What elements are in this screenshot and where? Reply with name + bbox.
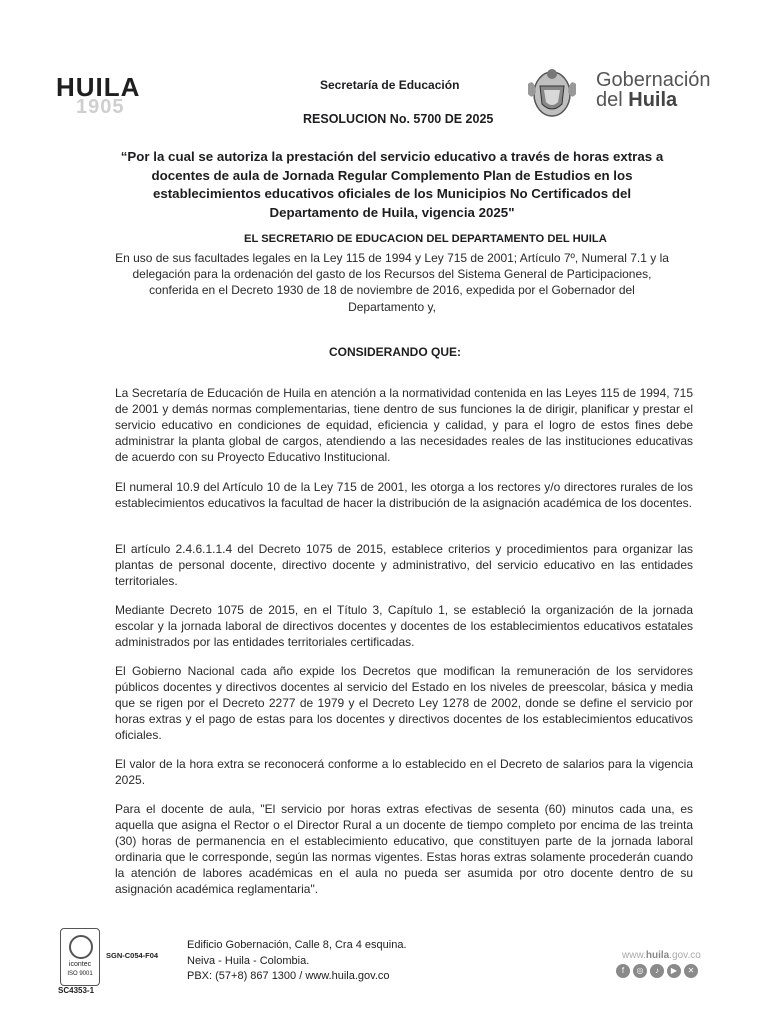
sgn-code: SGN-C054-F04 bbox=[106, 951, 159, 960]
body-paragraph: El artículo 2.4.6.1.1.4 del Decreto 1075 de 2015, establece criterios y procedimientos para organizar las plantas de personal docente, directivo docente y administrativo, del servicio educativo en las entidades territoriales. bbox=[115, 542, 693, 588]
instagram-icon[interactable]: ◎ bbox=[633, 964, 647, 978]
huila-logo-text: HUILA bbox=[56, 72, 141, 102]
website-link[interactable]: www.huila.gov.co bbox=[622, 950, 701, 961]
body-paragraph: El numeral 10.9 del Artículo 10 de la Ley 715 de 2001, les otorga a los rectores y/o directores rurales de los establecimientos educativos la facultad de hacer la distribución de la asignación académica de los docentes. bbox=[115, 480, 693, 510]
sc-code: SC4353-1 bbox=[58, 986, 95, 995]
body-paragraph: El Gobierno Nacional cada año expide los Decretos que modifican la remuneración de los servidores públicos docentes y directivos docentes al servicio del Estado en los niveles de preescolar, básica y media que se rigen por el Decreto 2277 de 1979 y el Decreto Ley 1278 de 2002, donde se define el servicio por horas extras y el pago de estas para los docentes y directivos docentes de los establecimientos educativos oficiales. bbox=[115, 664, 693, 742]
icontec-certification-logo bbox=[60, 928, 100, 986]
footer-address bbox=[187, 938, 407, 985]
youtube-icon[interactable]: ▶ bbox=[667, 964, 681, 978]
facultades-paragraph: En uso de sus facultades legales en la Ley 115 de 1994 y Ley 715 de 2001; Artículo 7º, Numeral 7.1 y la delegación para la ordenación del gasto de los Recursos del Sistema General de Participaciones, conferida en el Decreto 1930 de 18 de noviembre de 2016, expedida por el Gobernador del Departamento y, bbox=[115, 251, 669, 314]
icontec-label: icontec bbox=[68, 961, 92, 968]
body-paragraph: Para el docente de aula, "El servicio por horas extras efectivas de sesenta (60) minutos cada una, es aquella que asigna el Rector o el Director Rural a un docente de tiempo completo por encima de las treinta (30) horas de permanencia en el establecimiento educativo, que constituyen parte de la jornada laboral ordinaria que le corresponde, según las normas vigentes. Estas horas extras solamente procederán cuando la atención de labores académicas en el aula no pueda ser asumida por otro docente dentro de su asignación académica reglamentaria". bbox=[115, 802, 693, 896]
address-line: Edificio Gobernación, Calle 8, Cra 4 esquina. bbox=[187, 939, 407, 951]
address-line: PBX: (57+8) 867 1300 / www.huila.gov.co bbox=[187, 970, 390, 982]
secretario-heading: EL SECRETARIO DE EDUCACION DEL DEPARTAMENTO DEL HUILA bbox=[244, 233, 607, 245]
icontec-iso: ISO 9001 bbox=[67, 971, 93, 977]
address-line: Neiva - Huila - Colombia. bbox=[187, 954, 310, 967]
tiktok-icon[interactable]: ♪ bbox=[650, 964, 664, 978]
body-paragraph: El valor de la hora extra se reconocerá conforme a lo establecido en el Decreto de salarios para la vigencia 2025. bbox=[115, 757, 693, 787]
body-paragraph: Mediante Decreto 1075 de 2015, en el Título 3, Capítulo 1, se estableció la organización de la jornada escolar y la jornada laboral de directivos docentes y docentes de los establecimientos educativos estatales administrados por las entidades territoriales certificadas. bbox=[115, 603, 693, 649]
body-paragraph: La Secretaría de Educación de Huila en atención a la normatividad contenida en las Leyes 115 de 1994, 715 de 2001 y demás normas complementarias, tiene dentro de sus funciones la de dirigir, planificar y prestar el servicio educativo en condiciones de equidad, eficiencia y calidad, y para el logro de estos fines debe administrar la planta global de cargos, atendiendo a las necesidades reales de las instituciones educativas de acuerdo con su Proyecto Educativo Institucional. bbox=[115, 386, 693, 464]
coat-of-arms-icon bbox=[522, 64, 582, 122]
x-icon[interactable]: ✕ bbox=[684, 964, 698, 978]
facebook-icon[interactable]: f bbox=[616, 964, 630, 978]
huila-logo-year: 1905 bbox=[76, 96, 125, 118]
gobernacion-line2: del Huila bbox=[596, 89, 678, 111]
resolution-title: “Por la cual se autoriza la prestación del servicio educativo a través de horas extras a docentes de aula de Jornada Regular Complemento Plan de Estudios en los establecimientos educativos oficiales de los Municipios No Certificados del Departamento de Huila, vigencia 2025" bbox=[120, 149, 664, 220]
resolution-number: RESOLUCION No. 5700 DE 2025 bbox=[303, 112, 494, 126]
icontec-seal-icon bbox=[69, 935, 93, 959]
considerando-heading: CONSIDERANDO QUE: bbox=[329, 345, 462, 359]
gobernacion-line1: Gobernación bbox=[596, 69, 711, 91]
secretaria-heading: Secretaría de Educación bbox=[320, 78, 460, 92]
huila-1905-logo bbox=[56, 74, 152, 118]
social-icons bbox=[616, 964, 698, 978]
